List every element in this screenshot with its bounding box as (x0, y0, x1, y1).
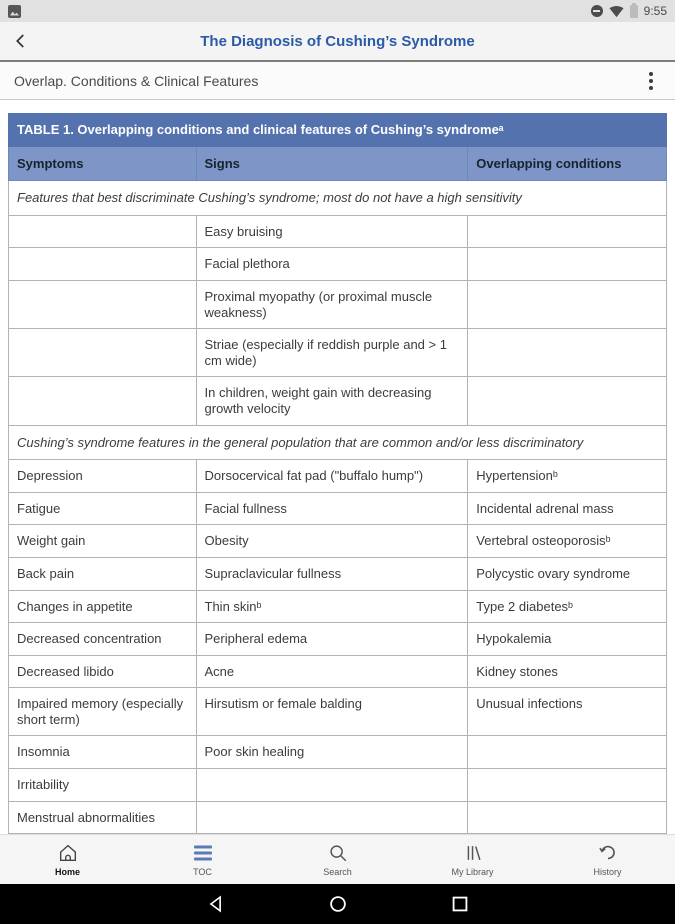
cell-overlap: Hypertensionᵇ (468, 460, 667, 493)
android-home-button[interactable] (323, 889, 353, 919)
back-chevron-icon (12, 32, 30, 50)
cell-overlap: Kidney stones (468, 655, 667, 688)
table-row (9, 688, 667, 736)
cell-sign: Facial plethora (196, 248, 468, 281)
cell-sign: Obesity (196, 525, 468, 558)
cell-sign (196, 801, 468, 834)
table-row (9, 248, 667, 281)
table-row (9, 492, 667, 525)
table-row (9, 590, 667, 623)
cell-sign: Easy bruising (196, 215, 468, 248)
cell-symptom: Fatigue (9, 492, 197, 525)
cell-overlap: Polycystic ovary syndrome (468, 557, 667, 590)
android-home-icon (327, 893, 349, 915)
cell-symptom: Decreased libido (9, 655, 197, 688)
android-recents-icon (449, 893, 471, 915)
cell-symptom (9, 329, 197, 377)
table-row (9, 215, 667, 248)
section-label: Features that best discriminate Cushing’s syndrome; most do not have a high sensitivity (9, 181, 667, 216)
cell-sign: Hirsutism or female balding (196, 688, 468, 736)
table-row (9, 280, 667, 328)
table-row (9, 801, 667, 834)
table-row (9, 769, 667, 802)
cell-symptom: Depression (9, 460, 197, 493)
cell-sign: In children, weight gain with decreasing growth velocity (196, 377, 468, 425)
table-row (9, 736, 667, 769)
search-icon (327, 842, 349, 864)
table-row (9, 377, 667, 425)
cell-sign: Striae (especially if reddish purple and > 1 cm wide) (196, 329, 468, 377)
cell-overlap: Hypokalemia (468, 623, 667, 656)
cell-sign: Supraclavicular fullness (196, 557, 468, 590)
back-button[interactable] (0, 28, 42, 54)
table-caption: TABLE 1. Overlapping conditions and clinical features of Cushing’s syndromeᵃ (9, 114, 667, 147)
overlapping-conditions-table (8, 113, 667, 834)
nav-item-home[interactable]: Home (0, 835, 135, 884)
cell-symptom: Irritability (9, 769, 197, 802)
home-icon (57, 842, 79, 864)
cell-symptom (9, 280, 197, 328)
table-row (9, 557, 667, 590)
cell-overlap (468, 769, 667, 802)
cell-overlap (468, 280, 667, 328)
cell-sign: Poor skin healing (196, 736, 468, 769)
history-undo-icon (597, 842, 619, 864)
nav-item-search[interactable]: Search (270, 835, 405, 884)
page-title: The Diagnosis of Cushing’s Syndrome (200, 32, 475, 50)
cell-symptom: Decreased concentration (9, 623, 197, 656)
cell-symptom: Back pain (9, 557, 197, 590)
nav-item-toc[interactable]: TOC (135, 835, 270, 884)
cell-sign: Thin skinᵇ (196, 590, 468, 623)
cell-symptom: Weight gain (9, 525, 197, 558)
cell-symptom (9, 215, 197, 248)
cell-symptom (9, 248, 197, 281)
cell-symptom: Changes in appetite (9, 590, 197, 623)
battery-icon (630, 5, 638, 18)
screenshot-notification-icon (8, 5, 21, 18)
cell-overlap: Incidental adrenal mass (468, 492, 667, 525)
toc-icon (191, 842, 215, 864)
wifi-icon (609, 5, 624, 18)
table-section-label-row (9, 425, 667, 460)
cell-overlap (468, 736, 667, 769)
cell-symptom: Impaired memory (especially short term) (9, 688, 197, 736)
nav-item-history[interactable]: History (540, 835, 675, 884)
cell-sign: Dorsocervical fat pad ("buffalo hump") (196, 460, 468, 493)
table-row (9, 623, 667, 656)
status-bar (0, 0, 675, 22)
column-header-overlapping-conditions: Overlapping conditions (468, 146, 667, 181)
android-system-bar (0, 884, 675, 924)
cell-overlap: Vertebral osteoporosisᵇ (468, 525, 667, 558)
android-back-button[interactable] (201, 889, 231, 919)
nav-item-my-library[interactable]: My Library (405, 835, 540, 884)
table-row (9, 525, 667, 558)
table-row (9, 460, 667, 493)
section-title: Overlap. Conditions & Clinical Features (14, 72, 259, 89)
table-row (9, 329, 667, 377)
clock-time: 9:55 (643, 4, 667, 18)
do-not-disturb-icon (591, 5, 603, 17)
android-recents-button[interactable] (445, 889, 475, 919)
cell-sign: Proximal myopathy (or proximal muscle weakness) (196, 280, 468, 328)
cell-overlap: Unusual infections (468, 688, 667, 736)
cell-overlap (468, 215, 667, 248)
table-section-label-row (9, 181, 667, 216)
overflow-menu-button[interactable] (641, 66, 661, 96)
cell-symptom: Menstrual abnormalities (9, 801, 197, 834)
table-row (9, 655, 667, 688)
cell-symptom: Insomnia (9, 736, 197, 769)
app-title-bar (0, 22, 675, 62)
android-back-icon (205, 893, 227, 915)
cell-sign: Acne (196, 655, 468, 688)
column-header-signs: Signs (196, 146, 468, 181)
cell-sign: Facial fullness (196, 492, 468, 525)
cell-overlap (468, 329, 667, 377)
cell-symptom (9, 377, 197, 425)
cell-overlap (468, 377, 667, 425)
column-header-symptoms: Symptoms (9, 146, 197, 181)
section-header (0, 62, 675, 100)
bottom-navigation (0, 834, 675, 884)
section-label: Cushing’s syndrome features in the general population that are common and/or less discriminatory (9, 425, 667, 460)
cell-sign: Peripheral edema (196, 623, 468, 656)
document-content[interactable] (0, 100, 675, 834)
cell-sign (196, 769, 468, 802)
cell-overlap: Type 2 diabetesᵇ (468, 590, 667, 623)
cell-overlap (468, 248, 667, 281)
cell-overlap (468, 801, 667, 834)
library-books-icon (462, 842, 484, 864)
